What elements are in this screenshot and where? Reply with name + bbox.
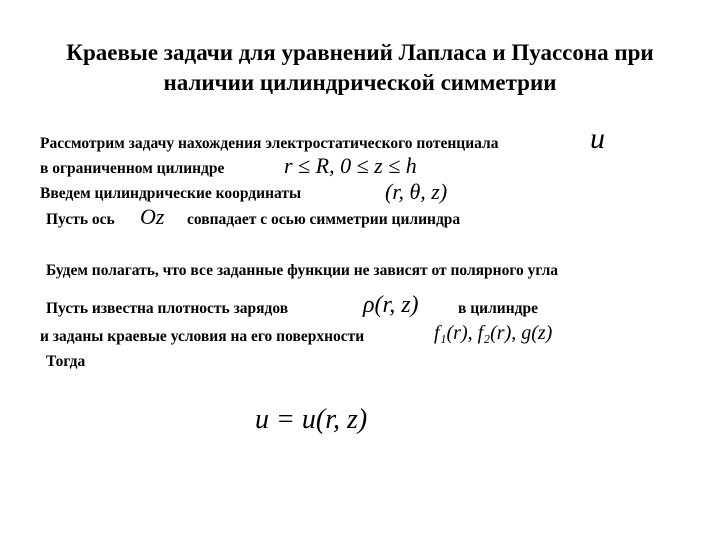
text-line-problem: Рассмотрим задачу нахождения электростатического потенциала xyxy=(40,135,499,152)
formula-cylindrical-coords: (r, θ, z) xyxy=(385,179,448,204)
slide-title-line-1: Краевые задачи для уравнений Лапласа и Пуассона при xyxy=(66,40,654,65)
formula-axis-oz: Oz xyxy=(140,204,165,229)
text-line-axis-end: совпадает с осью симметрии цилиндра xyxy=(187,211,461,228)
formula-cylinder-bounds: r ≤ R, 0 ≤ z ≤ h xyxy=(284,153,417,178)
text-line-then: Тогда xyxy=(46,353,86,370)
text-line-density-start: Пусть известна плотность зарядов xyxy=(46,300,289,317)
text-line-coordinates: Введем цилиндрические координаты xyxy=(40,185,302,202)
formula-potential-u: u xyxy=(590,122,605,155)
formula-charge-density: ρ(r, z) xyxy=(363,292,419,318)
text-line-independence: Будем полагать, что все заданные функции не зависят от полярного угла xyxy=(46,262,559,279)
formula-boundary-functions: f₁(r), f₂(r), g(z) xyxy=(434,322,553,344)
slide-title-line-2: наличии цилиндрической симметрии xyxy=(163,70,557,95)
formula-main-u: u = u(r, z) xyxy=(255,404,368,435)
text-line-axis-start: Пусть ось xyxy=(46,211,115,228)
text-line-boundary-conditions: и заданы краевые условия на его поверхности xyxy=(40,328,365,345)
text-line-density-end: в цилиндре xyxy=(458,300,539,317)
text-line-cylinder: в ограниченном цилиндре xyxy=(40,160,225,177)
